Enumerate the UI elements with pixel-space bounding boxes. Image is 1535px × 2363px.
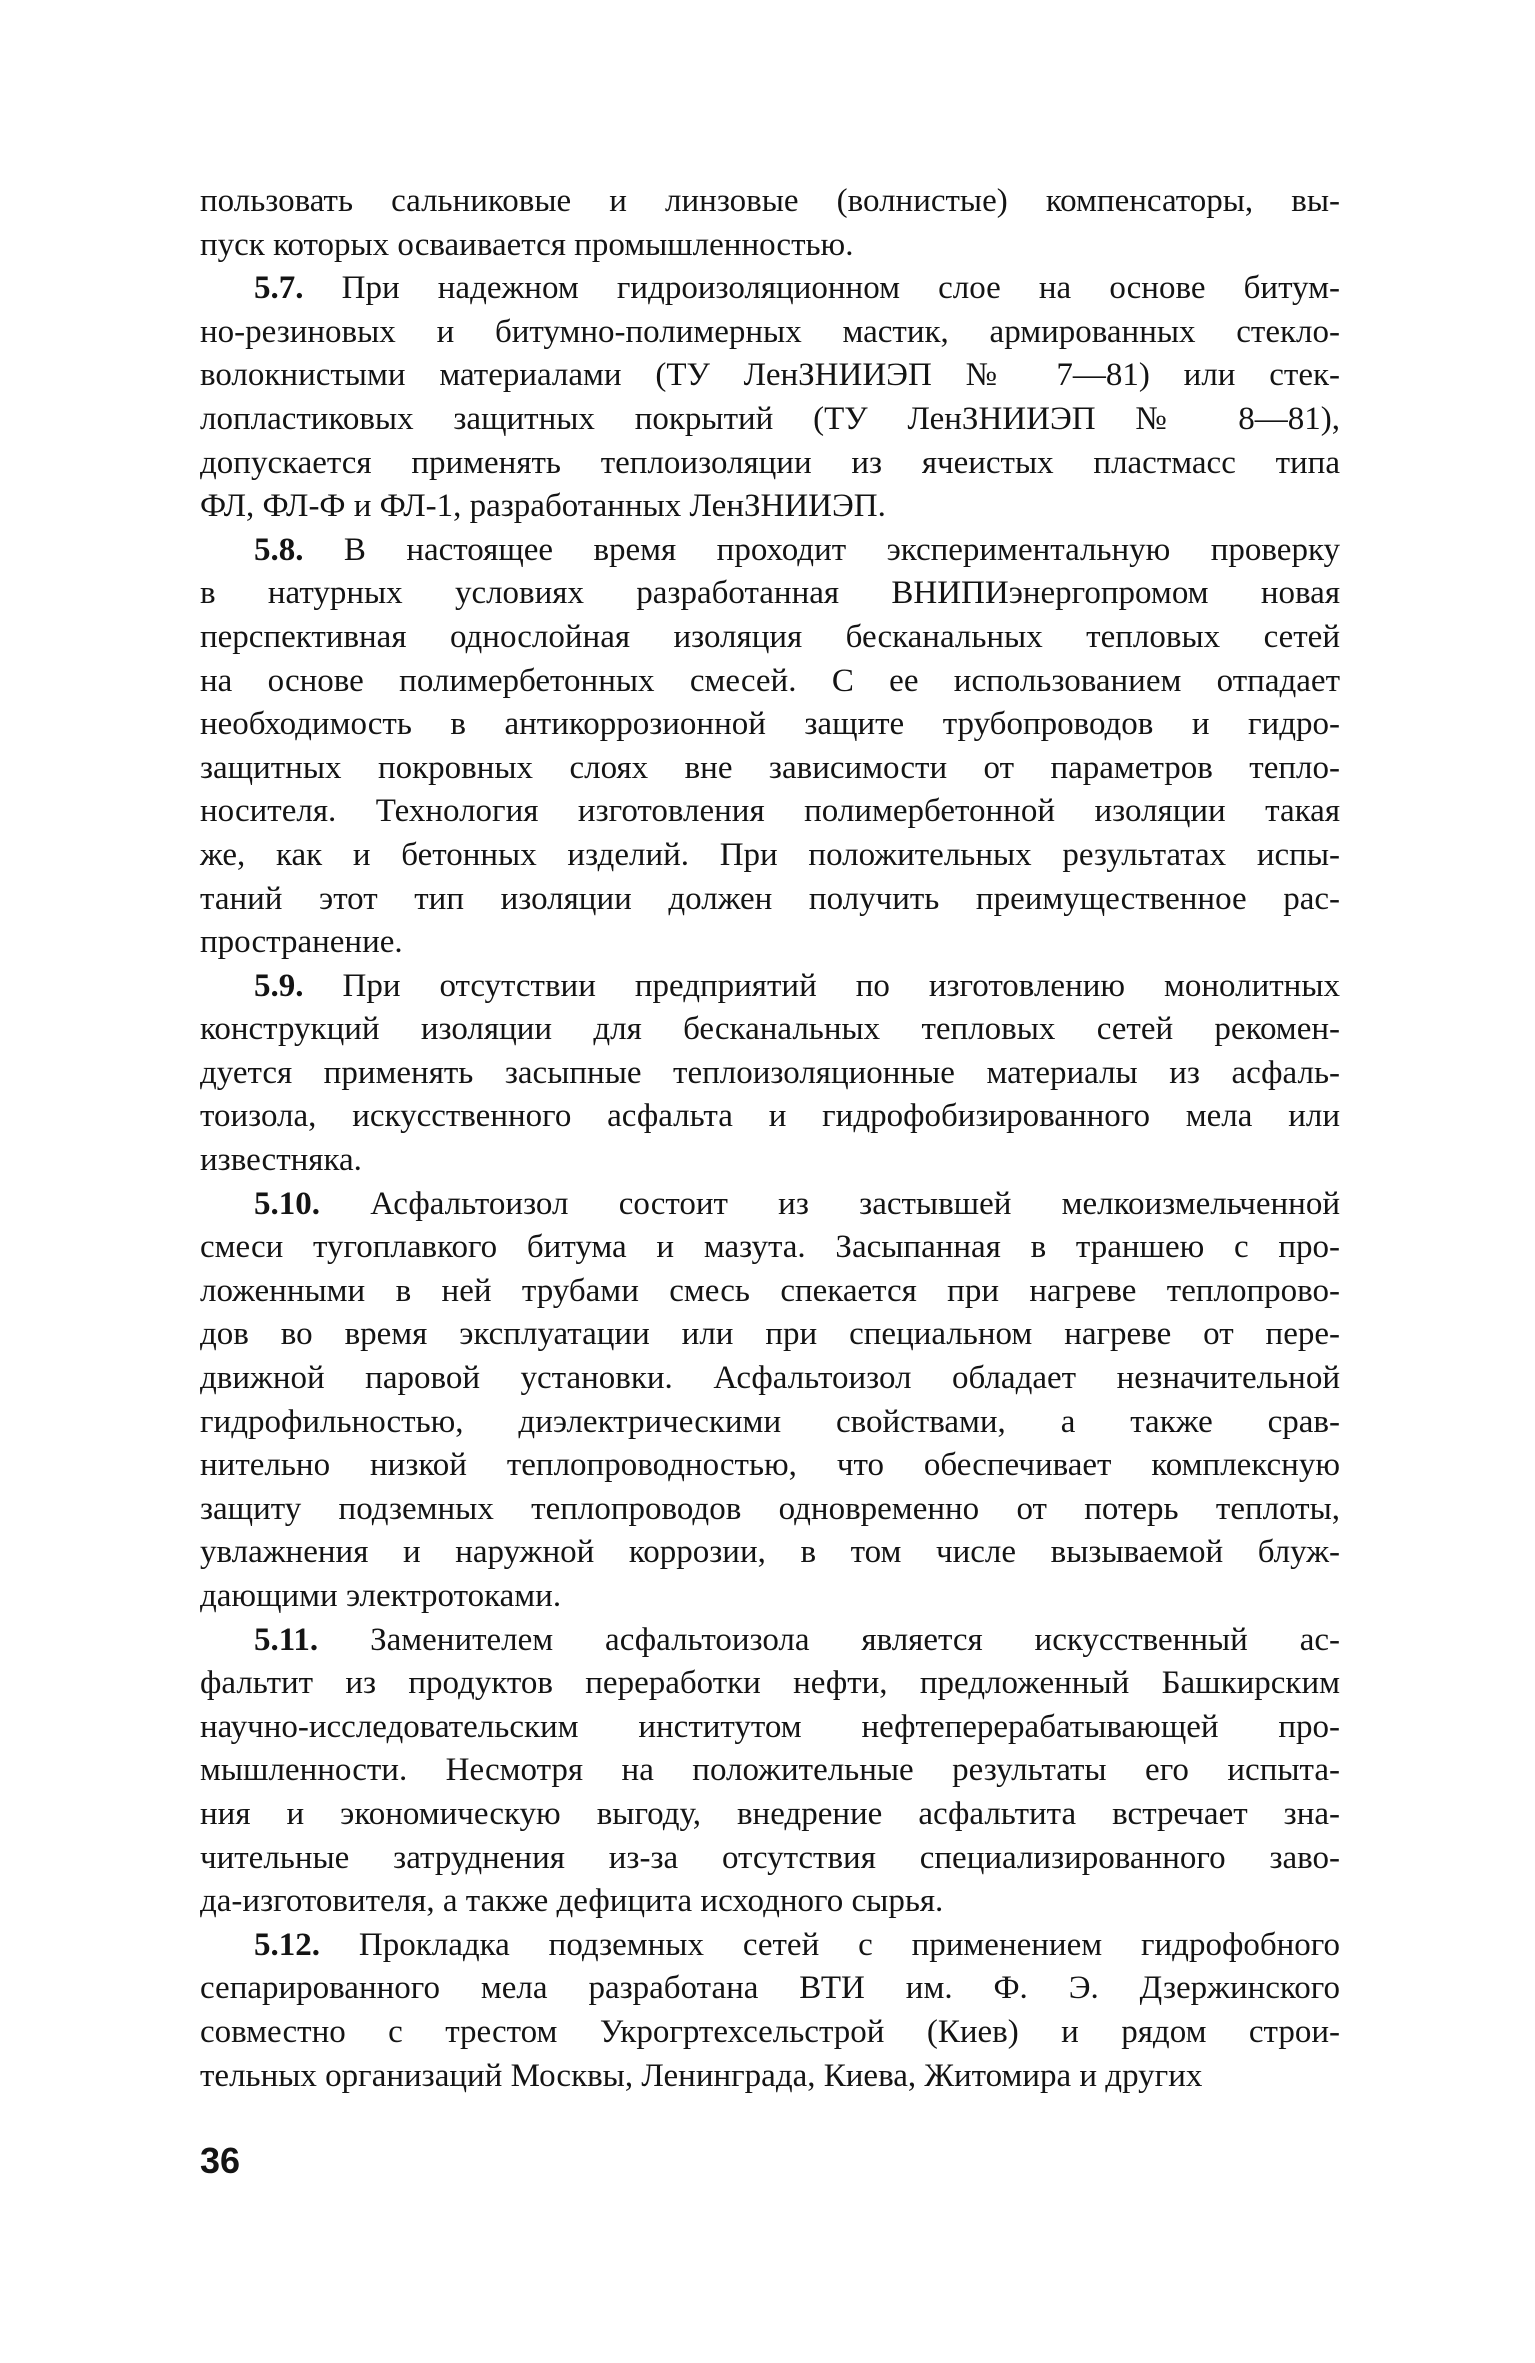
line-text: Заменителем асфальтоизола является искусственный ас- — [370, 1621, 1340, 1658]
line-text: чительные затруднения из-за отсутствия специализированного заво- — [200, 1839, 1340, 1876]
line-text: тельных организаций Москвы, Ленинграда, Киева, Житомира и других — [200, 2057, 1203, 2094]
text-line — [200, 1749, 1340, 1793]
line-text: Прокладка подземных сетей с применением гидрофобного — [358, 1926, 1340, 1963]
text-line — [200, 1837, 1340, 1881]
text-line — [200, 572, 1340, 616]
page-body — [200, 180, 1340, 2098]
line-text: мышленности. Несмотря на положительные результаты его испыта- — [200, 1752, 1340, 1789]
line-text: В настоящее время проходит экспериментальную проверку — [343, 531, 1341, 568]
text-line — [200, 354, 1340, 398]
text-line — [200, 1967, 1340, 2011]
paragraph-number: 5.12. — [254, 1926, 320, 1963]
paragraph-5-8 — [200, 529, 1340, 965]
line-text: При отсутствии предприятий по изготовлению монолитных — [342, 967, 1341, 1004]
text-line — [200, 1575, 1340, 1619]
text-line — [200, 965, 1340, 1009]
line-text: конструкций изоляции для бесканальных тепловых сетей рекомен- — [200, 1011, 1340, 1048]
text-line — [200, 834, 1340, 878]
text-line — [200, 2011, 1340, 2055]
text-line — [200, 1706, 1340, 1750]
line-text: волокнистыми материалами (ТУ ЛенЗНИИЭП № 7—81) или стек- — [200, 357, 1340, 394]
line-text: да-изготовителя, а также дефицита исходного сырья. — [200, 1883, 944, 1920]
text-line — [200, 1052, 1340, 1096]
paragraph-5-7 — [200, 267, 1340, 529]
text-line — [200, 1488, 1340, 1532]
line-text: дающими электротоками. — [200, 1578, 562, 1614]
text-line — [200, 1662, 1340, 1706]
paragraph-5-12 — [200, 1924, 1340, 2098]
paragraph-5-9 — [200, 965, 1340, 1183]
line-text: но-резиновых и битумно-полимерных мастик, армированных стекло- — [200, 313, 1340, 350]
text-line — [200, 790, 1340, 834]
line-text: защиту подземных теплопроводов одновременно от потерь теплоты, — [200, 1490, 1340, 1527]
line-text: необходимость в антикоррозионной защите трубопроводов и гидро- — [200, 706, 1340, 743]
line-text: же, как и бетонных изделий. При положительных результатах испы- — [200, 836, 1340, 873]
text-line — [200, 224, 1340, 268]
line-text: на основе полимербетонных смесей. С ее использованием отпадает — [200, 662, 1340, 699]
line-text: увлажнения и наружной коррозии, в том числе вызываемой блуж- — [200, 1534, 1340, 1571]
text-line — [200, 1095, 1340, 1139]
line-text: научно-исследовательским институтом нефтеперерабатывающей про- — [200, 1708, 1340, 1745]
line-text: пользовать сальниковые и линзовые (волнистые) компенсаторы, вы- — [200, 183, 1340, 219]
line-text: таний этот тип изоляции должен получить преимущественное рас- — [200, 880, 1340, 917]
line-text: движной паровой установки. Асфальтоизол обладает незначительной — [200, 1360, 1340, 1397]
text-line — [200, 1183, 1340, 1227]
line-text: совместно с трестом Укрогртехсельстрой (Киев) и рядом строи- — [200, 2013, 1340, 2050]
line-text: ложенными в ней трубами смесь спекается при нагреве теплопрово- — [200, 1272, 1340, 1309]
text-line — [200, 529, 1340, 573]
line-text: допускается применять теплоизоляции из ячеистых пластмасс типа — [200, 444, 1340, 481]
text-line — [200, 660, 1340, 704]
text-line — [200, 1444, 1340, 1488]
text-line — [200, 1401, 1340, 1445]
text-line — [200, 616, 1340, 660]
text-line — [200, 485, 1340, 529]
text-line — [200, 442, 1340, 486]
line-text: фальтит из продуктов переработки нефти, предложенный Башкирским — [200, 1665, 1340, 1702]
line-text: ния и экономическую выгоду, внедрение асфальтита встречает зна- — [200, 1795, 1340, 1832]
line-text: пуск которых осваивается промышленностью. — [200, 226, 854, 263]
line-text: смеси тугоплавкого битума и мазута. Засыпанная в траншею с про- — [200, 1229, 1340, 1266]
paragraph-number: 5.11. — [254, 1621, 319, 1658]
line-text: в натурных условиях разработанная ВНИПИэнергопромом новая — [200, 575, 1340, 612]
paragraph-5-10 — [200, 1183, 1340, 1619]
line-text: пространение. — [200, 924, 403, 961]
line-text: ФЛ, ФЛ-Ф и ФЛ-1, разработанных ЛенЗНИИЭП. — [200, 488, 886, 525]
line-text: сепарированного мела разработана ВТИ им. Ф. Э. Дзержинского — [200, 1970, 1340, 2007]
paragraph-5-11 — [200, 1619, 1340, 1924]
text-line — [200, 1139, 1340, 1183]
line-text: тоизола, искусственного асфальта и гидрофобизированного мела или — [200, 1098, 1340, 1135]
text-line — [200, 1008, 1340, 1052]
text-line — [200, 267, 1340, 311]
text-line — [200, 1619, 1340, 1663]
text-line — [200, 1793, 1340, 1837]
text-line — [200, 1924, 1340, 1968]
page-number: 36 — [200, 2140, 241, 2181]
text-line — [200, 1880, 1340, 1924]
text-line — [200, 703, 1340, 747]
line-text: перспективная однослойная изоляция бесканальных тепловых сетей — [200, 618, 1340, 655]
paragraph-continuation — [200, 180, 1340, 267]
paragraph-number: 5.7. — [254, 270, 304, 307]
line-text: дуется применять засыпные теплоизоляционные материалы из асфаль- — [200, 1054, 1340, 1091]
text-line — [200, 747, 1340, 791]
line-text: дов во время эксплуатации или при специальном нагреве от пере- — [200, 1316, 1340, 1353]
paragraph-number: 5.8. — [254, 531, 304, 568]
text-column — [200, 180, 1340, 2098]
text-line — [200, 398, 1340, 442]
line-text: лопластиковых защитных покрытий (ТУ ЛенЗНИИЭП № 8—81), — [200, 400, 1340, 437]
text-line — [200, 1313, 1340, 1357]
line-text: известняка. — [200, 1142, 362, 1179]
paragraph-number: 5.9. — [254, 967, 304, 1004]
text-line — [200, 1270, 1340, 1314]
line-text: носителя. Технология изготовления полимербетонной изоляции такая — [200, 793, 1340, 830]
text-line — [200, 921, 1340, 965]
line-text: защитных покровных слоях вне зависимости от параметров тепло- — [200, 749, 1340, 786]
text-line — [200, 180, 1340, 224]
text-line — [200, 878, 1340, 922]
line-text: нительно низкой теплопроводностью, что обеспечивает комплексную — [200, 1447, 1340, 1484]
paragraph-number: 5.10. — [254, 1185, 320, 1222]
text-line — [200, 311, 1340, 355]
text-line — [200, 1226, 1340, 1270]
line-text: гидрофильностью, диэлектрическими свойствами, а также срав- — [200, 1403, 1340, 1440]
line-text: Асфальтоизол состоит из застывшей мелкоизмельченной — [370, 1185, 1340, 1222]
text-line — [200, 1357, 1340, 1401]
text-line — [200, 2055, 1340, 2099]
text-line — [200, 1531, 1340, 1575]
line-text: При надежном гидроизоляционном слое на основе битум- — [341, 270, 1340, 307]
